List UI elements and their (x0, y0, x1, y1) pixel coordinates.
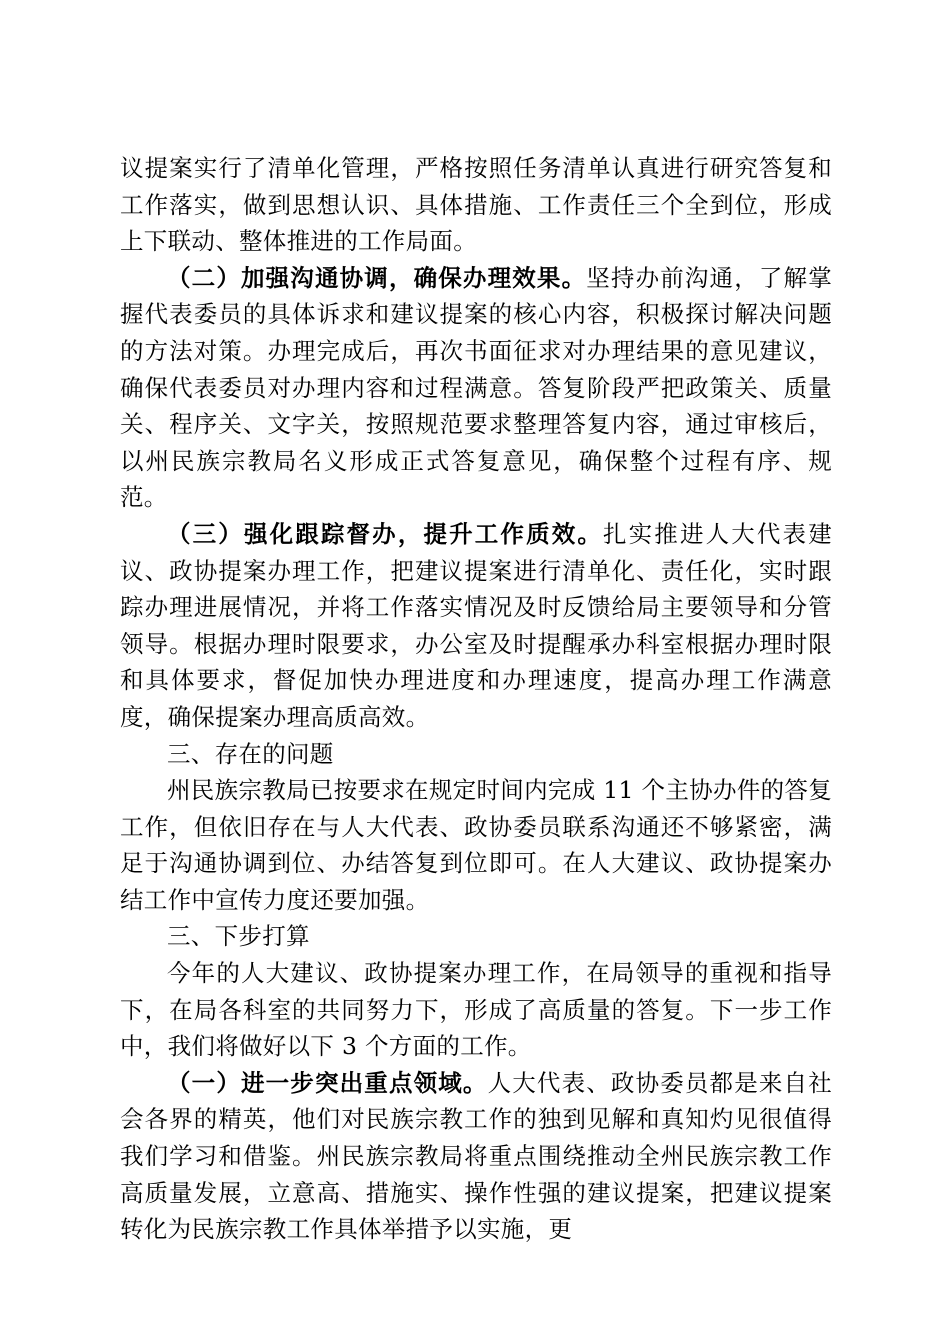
paragraph-lead: （一）进一步突出重点领域。 (167, 1068, 488, 1097)
document-page (120, 150, 832, 1248)
paragraph-supervision (120, 516, 832, 736)
paragraph-body: 坚持办前沟通，了解掌握代表委员的具体诉求和建议提案的核心内容，积极探讨解决问题的方法对策。办理完成后，再次书面征求对办理结果的意见建议，确保代表委员对办理内容和过程满意。答复阶段严把政策关、质量关、程序关、文字关，按照规范要求整理答复内容，通过审核后，以州民族宗教局名义形成正式答复意见，确保整个过程有序、规范。 (120, 263, 833, 512)
paragraph-lead: （三）强化跟踪督办，提升工作质效。 (167, 519, 604, 548)
paragraph-lead: （二）加强沟通协调，确保办理效果。 (167, 263, 587, 292)
section-heading-problems: 三、存在的问题 (167, 739, 334, 768)
paragraph-communication (120, 260, 832, 516)
section-heading-next-steps: 三、下步打算 (167, 922, 310, 951)
paragraph-continuation: 议提案实行了清单化管理，严格按照任务清单认真进行研究答复和工作落实，做到思想认识、具体措施、工作责任三个全到位，形成上下联动、整体推进的工作局面。 (120, 154, 832, 256)
paragraph-body: 人大代表、政协委员都是来自社会各界的精英，他们对民族宗教工作的独到见解和真知灼见很值得我们学习和借鉴。州民族宗教局将重点围绕推动全州民族宗教工作高质量发展，立意高、措施实、操作性强的建议提案，把建议提案转化为民族宗教工作具体举措予以实施，更 (120, 1068, 833, 1244)
paragraph-next-steps-intro: 今年的人大建议、政协提案办理工作，在局领导的重视和指导下，在局各科室的共同努力下，形成了高质量的答复。下一步工作中，我们将做好以下 3 个方面的工作。 (120, 959, 832, 1061)
paragraph-key-areas (120, 1065, 832, 1248)
paragraph-body: 扎实推进人大代表建议、政协提案办理工作，把建议提案进行清单化、责任化，实时跟踪办理进展情况，并将工作落实情况及时反馈给局主要领导和分管领导。根据办理时限要求，办公室及时提醒承办科室根据办理时限和具体要求，督促加快办理进度和办理速度，提高办理工作满意度，确保提案办理高质高效。 (120, 519, 832, 731)
paragraph-problems: 州民族宗教局已按要求在规定时间内完成 11 个主协办件的答复工作，但依旧存在与人大代表、政协委员联系沟通还不够紧密，满足于沟通协调到位、办结答复到位即可。在人大建议、政协提案办结工作中宣传力度还要加强。 (120, 776, 832, 914)
